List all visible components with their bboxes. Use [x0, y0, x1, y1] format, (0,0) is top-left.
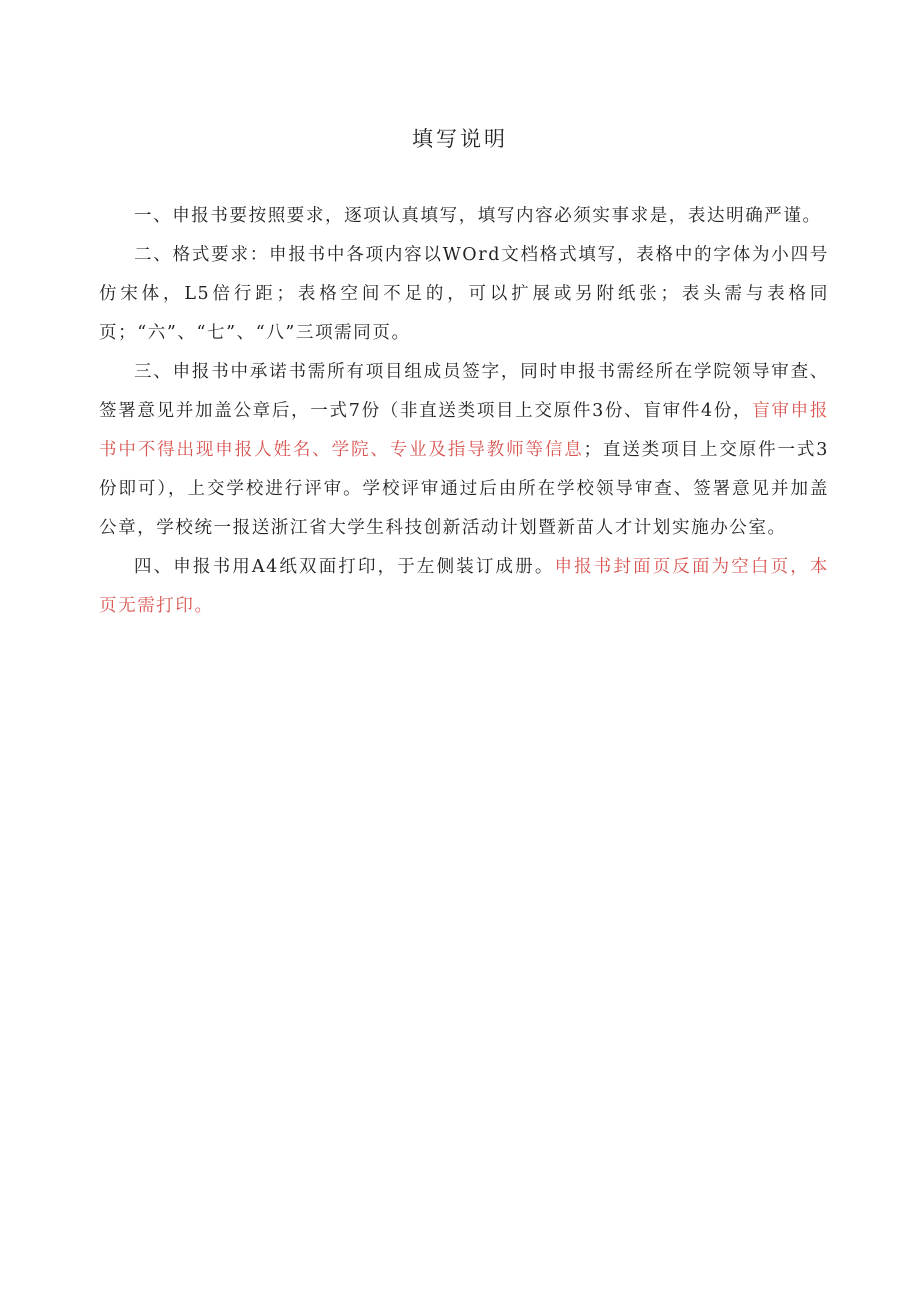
- highlighted-notice: 申报书封面页反面为空白页，本页无需打印。: [99, 557, 829, 616]
- highlighted-notice: 盲审申报书中不得出现申报人姓名、学院、专业及指导教师等信息: [99, 401, 829, 460]
- paragraph-text: ；直送类项目上交原件一式3份即可），上交学校进行评审。学校评审通过后由所在学校领导审查、签署意见并加盖公章，学校统一报送浙江省大学生科技创新活动计划暨新苗人才计划实施办公室。: [99, 440, 829, 538]
- paragraph-text: 三、申报书中承诺书需所有项目组成员签字，同时申报书需经所在学院领导审查、签署意见并加盖公章后，一式7份（非直送类项目上交原件3份、盲审件4份，: [99, 362, 829, 421]
- instruction-paragraph-4: [99, 548, 829, 626]
- instruction-paragraph-1: [99, 197, 829, 236]
- paragraph-text: 一、申报书要按照要求，逐项认真填写，填写内容必须实事求是，表达明确严谨。: [134, 206, 822, 226]
- page-title: 填写说明: [412, 127, 508, 151]
- instruction-paragraph-2: [99, 236, 829, 353]
- paragraph-text: 四、申报书用A4纸双面打印，于左侧装订成册。: [134, 557, 555, 577]
- instructions-body: [99, 197, 829, 626]
- instruction-paragraph-3: [99, 353, 829, 548]
- paragraph-text: 二、格式要求：申报书中各项内容以WOrd文档格式填写，表格中的字体为小四号仿宋体，L5倍行距；表格空间不足的，可以扩展或另附纸张；表头需与表格同页；“六”、“七”、“八”三项需同页。: [99, 245, 829, 343]
